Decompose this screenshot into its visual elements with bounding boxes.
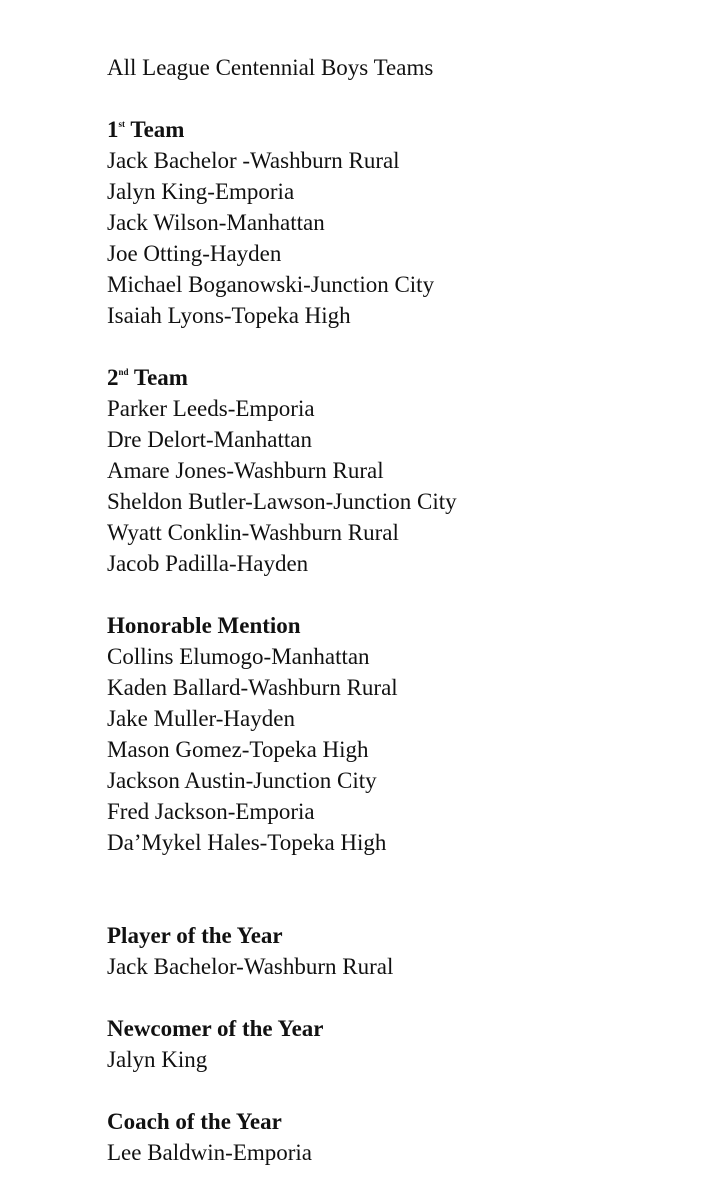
- list-item: Joe Otting-Hayden: [107, 241, 282, 266]
- player-of-year-heading: Player of the Year: [107, 923, 283, 948]
- list-item: Jacob Padilla-Hayden: [107, 551, 309, 576]
- coach-of-year-winner: Lee Baldwin-Emporia: [107, 1140, 313, 1165]
- coach-of-year-heading: Coach of the Year: [107, 1109, 282, 1134]
- document-title: All League Centennial Boys Teams: [107, 55, 434, 80]
- newcomer-of-year-heading: Newcomer of the Year: [107, 1016, 324, 1041]
- list-item: Jack Wilson-Manhattan: [107, 210, 325, 235]
- player-of-year-section: [107, 920, 697, 982]
- first-team-heading-suffix: st: [118, 119, 125, 129]
- section-spacer: [107, 858, 697, 920]
- honorable-mention-section: [107, 610, 697, 858]
- section-spacer: [107, 982, 697, 1013]
- list-item: Kaden Ballard-Washburn Rural: [107, 675, 398, 700]
- second-team-section: [107, 362, 697, 579]
- list-item: Jake Muller-Hayden: [107, 706, 295, 731]
- first-team-section: [107, 114, 697, 331]
- list-item: Isaiah Lyons-Topeka High: [107, 303, 351, 328]
- section-spacer: [107, 331, 697, 362]
- list-item: Dre Delort-Manhattan: [107, 427, 313, 452]
- newcomer-of-year-section: [107, 1013, 697, 1075]
- second-team-heading-word: Team: [128, 365, 188, 390]
- list-item: Jalyn King-Emporia: [107, 179, 295, 204]
- list-item: Amare Jones-Washburn Rural: [107, 458, 384, 483]
- second-team-heading: [107, 362, 697, 393]
- list-item: Fred Jackson-Emporia: [107, 799, 315, 824]
- list-item: Da’Mykel Hales-Topeka High: [107, 830, 387, 855]
- honorable-mention-heading: Honorable Mention: [107, 613, 301, 638]
- list-item: Wyatt Conklin-Washburn Rural: [107, 520, 399, 545]
- list-item: Sheldon Butler-Lawson-Junction City: [107, 489, 457, 514]
- list-item: Collins Elumogo-Manhattan: [107, 644, 370, 669]
- list-item: Mason Gomez-Topeka High: [107, 737, 369, 762]
- second-team-heading-suffix: nd: [118, 367, 129, 377]
- first-team-heading: [107, 114, 697, 145]
- second-team-heading-number: 2: [107, 365, 119, 390]
- list-item: Jack Bachelor -Washburn Rural: [107, 148, 400, 173]
- first-team-heading-word: Team: [125, 117, 185, 142]
- newcomer-of-year-winner: Jalyn King: [107, 1047, 208, 1072]
- coach-of-year-section: [107, 1106, 697, 1168]
- document-page: [107, 52, 697, 1168]
- section-spacer: [107, 579, 697, 610]
- player-of-year-winner: Jack Bachelor-Washburn Rural: [107, 954, 394, 979]
- section-spacer: [107, 1075, 697, 1106]
- list-item: Parker Leeds-Emporia: [107, 396, 315, 421]
- first-team-heading-number: 1: [107, 117, 119, 142]
- list-item: Michael Boganowski-Junction City: [107, 272, 435, 297]
- list-item: Jackson Austin-Junction City: [107, 768, 377, 793]
